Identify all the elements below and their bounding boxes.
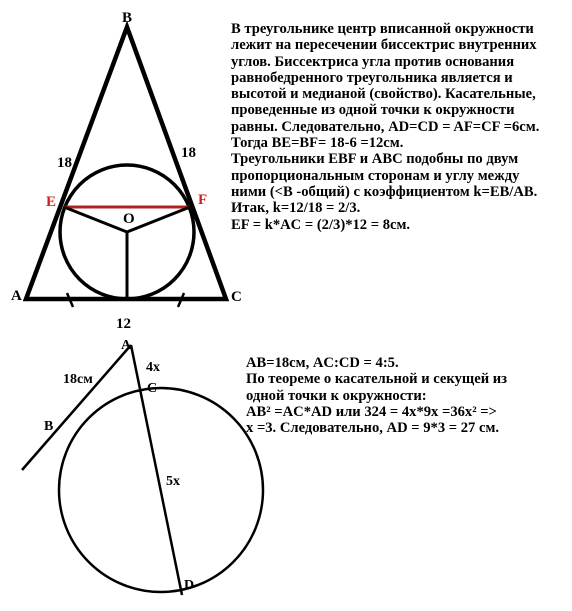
label-base: 12: [116, 316, 131, 332]
label-a: A: [11, 288, 22, 304]
label-side-right: 18: [181, 145, 196, 161]
triangle-figure: [11, 10, 242, 332]
label-ab: 18см: [63, 372, 93, 387]
text-line: AB=18см, AC:CD = 4:5.: [246, 355, 399, 371]
label-o: O: [123, 211, 135, 227]
label-d2: D: [184, 578, 195, 593]
text-line: В треугольнике центр вписанной окружности: [231, 21, 534, 37]
text-line: высотой и медианой (свойство). Касательные,: [231, 86, 536, 103]
label-ac: 4x: [146, 360, 160, 375]
text-line: равны. Следовательно, AD=CD = AF=CF =6см.: [231, 118, 540, 135]
text-line: ними (<B -общий) с коэффициентом k=EB/AB.: [231, 183, 538, 200]
tangent-secant-figure: [22, 338, 263, 595]
label-e: E: [46, 194, 57, 210]
label-b: B: [122, 10, 133, 26]
text-line: одной точки к окружности:: [246, 387, 427, 404]
text-line: проведенные из одной точки к окружности: [231, 102, 515, 119]
text-line: AB² =AC*AD или 324 = 4x*9x =36x² =>: [246, 403, 497, 420]
text-line: x =3. Следовательно, AD = 9*3 = 27 см.: [246, 420, 500, 437]
text-line: пропорциональным сторонам и углу между: [231, 167, 520, 184]
label-a2: A: [121, 338, 132, 353]
label-b2: B: [44, 419, 54, 434]
text-line: EF = k*AC = (2/3)*12 = 8см.: [231, 216, 411, 233]
text-line: Тогда BE=BF= 18-6 =12см.: [231, 135, 404, 152]
text-line: углов. Биссектриса угла против основания: [231, 53, 515, 70]
label-f: F: [198, 192, 208, 208]
label-side-left: 18: [57, 155, 72, 171]
text-line: Итак, k=12/18 = 2/3.: [231, 200, 361, 217]
radius-to-f: [127, 207, 190, 232]
solution-text-2: [246, 355, 507, 436]
text-line: равнобедренного треугольника является и: [231, 69, 513, 86]
label-cd: 5x: [166, 474, 180, 489]
radius-to-e: [64, 207, 127, 232]
label-c2: C: [147, 381, 158, 396]
text-line: По теореме о касательной и секущей из: [246, 371, 508, 388]
label-c: C: [231, 289, 242, 305]
text-line: Треугольники EBF и ABC подобны по двум: [231, 151, 519, 168]
tangent-line: [22, 345, 131, 470]
solution-text-1: [231, 21, 539, 233]
text-line: лежит на пересечении биссектрис внутренних: [231, 37, 537, 54]
